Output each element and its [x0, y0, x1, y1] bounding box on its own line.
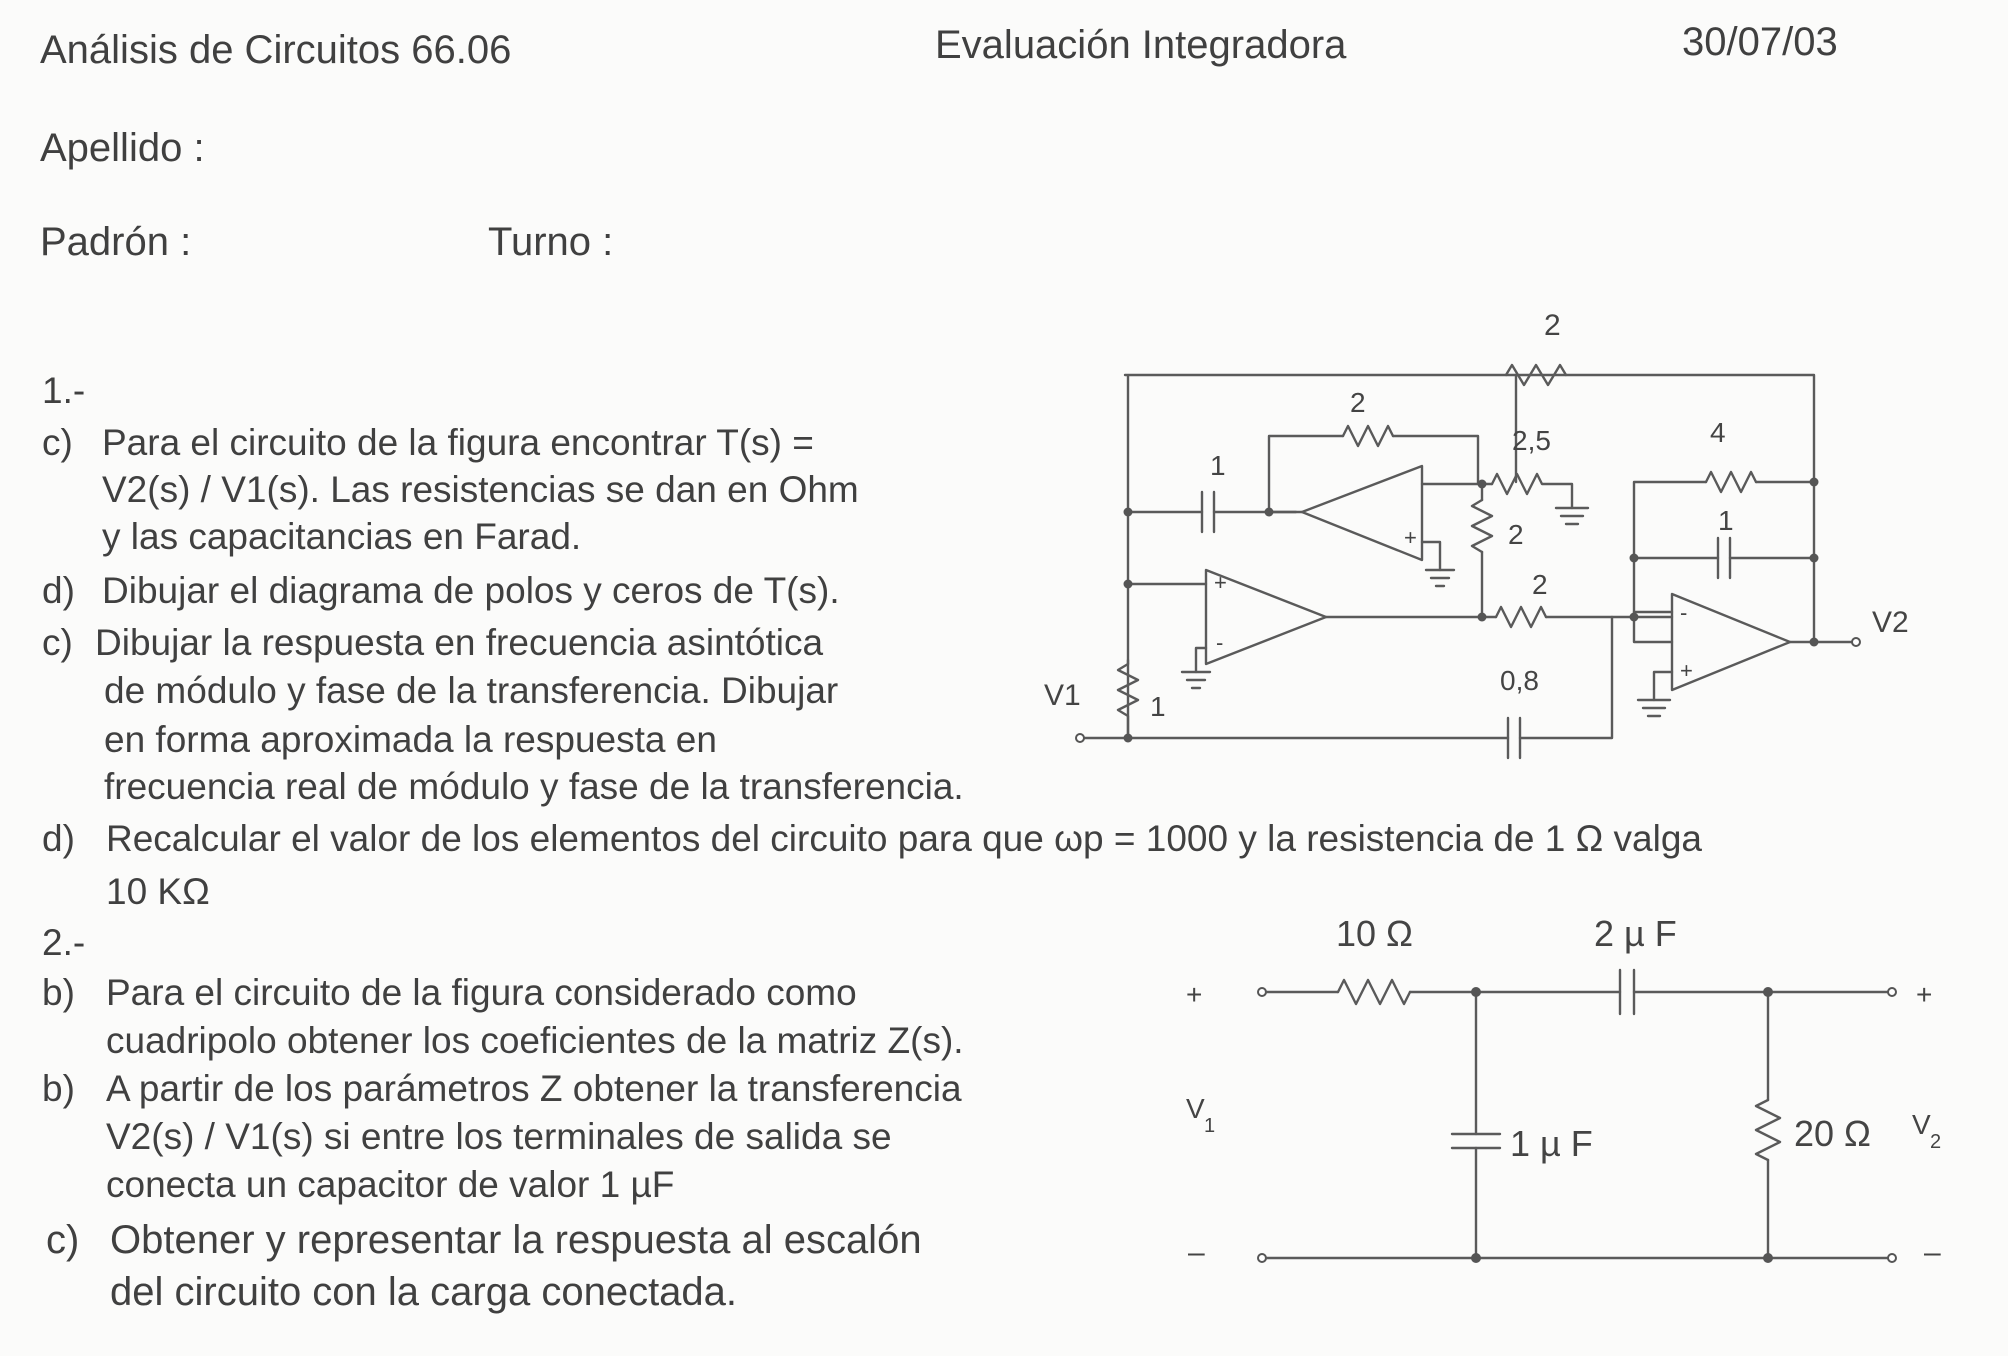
- q1-item-line: V2(s) / V1(s). Las resistencias se dan en Ohm: [102, 469, 859, 510]
- q1-item-label: c): [42, 622, 73, 663]
- r10-label: 10 Ω: [1336, 913, 1413, 954]
- r-out-label: 2: [1532, 569, 1548, 600]
- v1-subscript: 1: [1204, 1115, 1216, 1137]
- minus-sign: -: [1216, 630, 1224, 655]
- junction-dot: [1471, 1253, 1481, 1263]
- minus-sign: -: [1680, 600, 1688, 625]
- q1-item-line: en forma aproximada la respuesta en: [104, 719, 717, 760]
- v2-subscript: 2: [1930, 1131, 1942, 1153]
- v2-label: V: [1912, 1109, 1931, 1140]
- resistor-icon: [1756, 1100, 1780, 1160]
- v2-label: V2: [1872, 606, 1909, 639]
- q2-item-line: Obtener y representar la respuesta al escalón: [110, 1218, 922, 1262]
- q1-item-line: Recalcular el valor de los elementos del circuito para que ωp = 1000 y la resistencia de 1 Ω valga: [106, 818, 1703, 859]
- input-minus-sign: –: [1188, 1236, 1205, 1269]
- output-plus-sign: +: [1916, 979, 1933, 1010]
- q1-item-label: c): [42, 422, 73, 463]
- v1-label: V: [1186, 1093, 1205, 1124]
- output-terminal-top: [1888, 988, 1896, 996]
- q1-item-line: Dibujar el diagrama de polos y ceros de T(s).: [102, 570, 840, 611]
- q2-item-line: conecta un capacitor de valor 1 µF: [106, 1164, 675, 1205]
- input-plus-sign: +: [1186, 979, 1203, 1010]
- q1-item-line: 10 KΩ: [106, 871, 210, 912]
- output-minus-sign: –: [1924, 1236, 1941, 1269]
- course-title: Análisis de Circuitos 66.06: [40, 28, 512, 72]
- turno-label: Turno :: [488, 220, 614, 264]
- q2-item-label: b): [42, 1068, 75, 1109]
- output-terminal-bottom: [1888, 1254, 1896, 1262]
- c2-label: 2 µ F: [1594, 913, 1677, 954]
- r-1-label: 1: [1150, 691, 1166, 722]
- q1-item-label: d): [42, 570, 75, 611]
- r-25-label: 2,5: [1512, 425, 1551, 456]
- r-top-label: 2: [1544, 309, 1561, 342]
- r-4-label: 4: [1710, 417, 1726, 448]
- padron-label: Padrón :: [40, 220, 192, 264]
- q2-item-line: A partir de los parámetros Z obtener la transferencia: [106, 1068, 962, 1109]
- q1-item-line: y las capacitancias en Farad.: [102, 516, 582, 557]
- q2-item-line: del circuito con la carga conectada.: [110, 1270, 738, 1314]
- resistor-icon: [1338, 980, 1410, 1004]
- c1-label: 1 µ F: [1510, 1123, 1593, 1164]
- r20-label: 20 Ω: [1794, 1113, 1871, 1154]
- exam-date: 30/07/03: [1682, 20, 1838, 64]
- v1-label: V1: [1044, 679, 1081, 712]
- capacitor-icon: [1620, 970, 1634, 1014]
- c-1a-label: 1: [1210, 450, 1226, 481]
- q1-item-line: de módulo y fase de la transferencia. Dibujar: [104, 670, 839, 711]
- exam-title: Evaluación Integradora: [935, 23, 1347, 67]
- q2-item-label: b): [42, 972, 75, 1013]
- q1-item-line: Para el circuito de la figura encontrar T(s) =: [102, 422, 814, 463]
- q2-item-line: Para el circuito de la figura considerado como: [106, 972, 857, 1013]
- q2-item-line: cuadripolo obtener los coeficientes de la matriz Z(s).: [106, 1020, 964, 1061]
- junction-dot: [1763, 1253, 1773, 1263]
- question-2-number: 2.-: [42, 922, 86, 963]
- question-1-number: 1.-: [42, 370, 86, 411]
- q2-item-line: V2(s) / V1(s) si entre los terminales de salida se: [106, 1116, 892, 1157]
- q1-item-line: Dibujar la respuesta en frecuencia asintótica: [95, 622, 824, 663]
- junction-dot: [1471, 987, 1481, 997]
- c-1b-label: 1: [1718, 505, 1734, 536]
- q2-item-label: c): [46, 1218, 80, 1262]
- plus-sign: +: [1680, 658, 1693, 683]
- plus-sign: +: [1404, 525, 1417, 550]
- capacitor-icon: [1452, 1134, 1500, 1148]
- q1-item-line: frecuencia real de módulo y fase de la transferencia.: [104, 766, 964, 807]
- r-inner-label: 2: [1350, 387, 1366, 418]
- plus-sign: +: [1214, 570, 1227, 595]
- r-mid-label: 2: [1508, 519, 1524, 550]
- junction-dot: [1763, 987, 1773, 997]
- c-08-label: 0,8: [1500, 665, 1539, 696]
- q1-item-label: d): [42, 818, 75, 859]
- apellido-label: Apellido :: [40, 126, 205, 170]
